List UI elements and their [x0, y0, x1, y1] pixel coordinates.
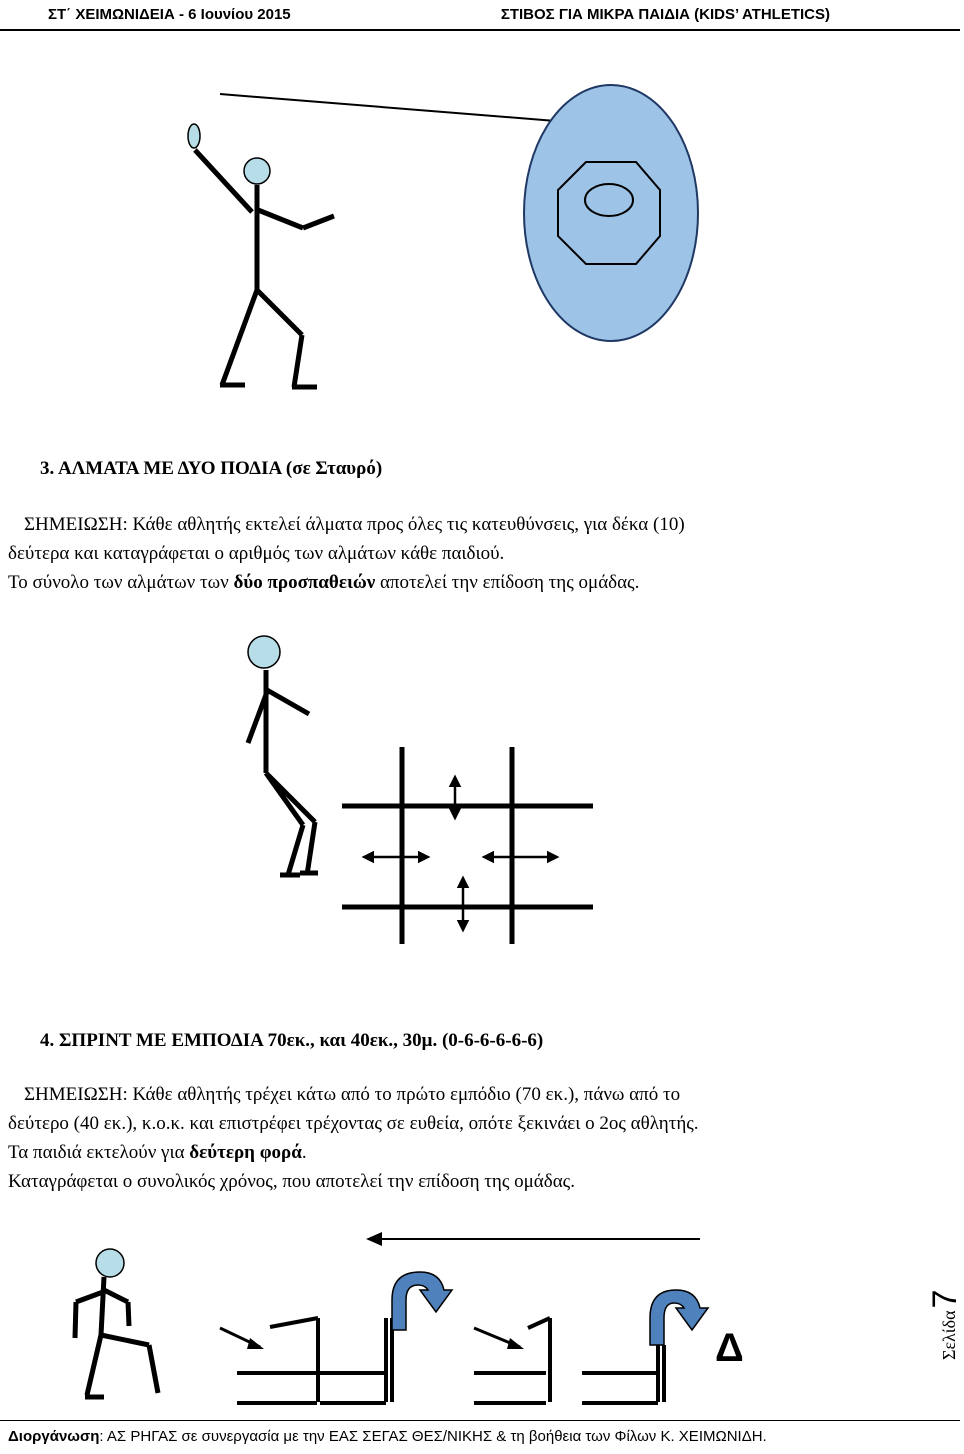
footer-bold: Διοργάνωση	[8, 1428, 100, 1445]
target-center	[585, 184, 633, 216]
page-footer	[8, 1428, 767, 1445]
section-4-title: 4. ΣΠΡΙΝΤ ΜΕ ΕΜΠΟΔΙΑ 70εκ., και 40εκ., 30μ. (0-6-6-6-6-6)	[40, 1030, 544, 1051]
hurdle-1	[220, 1318, 318, 1403]
throw-target-illustration	[170, 60, 730, 400]
hurdle-3	[474, 1318, 550, 1403]
footer-rule	[0, 1420, 960, 1421]
page-label-text: Σελίδα	[939, 1310, 959, 1360]
hurdle-4	[582, 1345, 664, 1403]
section-4-note-line4: Καταγράφεται ο συνολικός χρόνος, που αποτελεί την επίδοση της ομάδας.	[8, 1171, 575, 1192]
section-3-note-line1: ΣΗΜΕΙΩΣΗ: Κάθε αθλητής εκτελεί άλματα προς όλες τις κατευθύνσεις, για δέκα (10)	[24, 514, 685, 535]
note-emphasis: δύο προσπαθειών	[233, 572, 376, 593]
header-rule	[0, 29, 960, 31]
hurdle-2	[320, 1318, 392, 1403]
note-text: Το σύνολο των αλμάτων των	[8, 572, 234, 593]
hurdle-2-over-arrow	[392, 1272, 452, 1330]
note-emphasis: δεύτερη φορά	[189, 1142, 302, 1163]
note-text: .	[301, 1142, 307, 1163]
section-3-title: 3. ΑΛΜΑΤΑ ΜΕ ΔΥΟ ΠΟΔΙΑ (σε Σταυρό)	[40, 458, 383, 479]
section-3-note-line3	[8, 568, 908, 597]
section-4-note	[8, 1080, 908, 1196]
section-4-note-line1: ΣΗΜΕΙΩΣΗ: Κάθε αθλητής τρέχει κάτω από το πρώτο εμπόδιο (70 εκ.), πάνω από το	[24, 1084, 681, 1105]
jump-cross-illustration	[230, 630, 610, 960]
ball-icon	[188, 124, 200, 148]
section-3-note	[8, 510, 908, 597]
page-number-label	[926, 1210, 964, 1360]
runner-head	[96, 1249, 124, 1277]
hurdle-sprint-illustration	[60, 1225, 760, 1410]
jumper-head	[248, 636, 280, 668]
footer-text: : ΑΣ ΡΗΓΑΣ σε συνεργασία με την ΕΑΣ ΣΕΓΑΣ ΘΕΣ/ΝΙΚΗΣ & τη βοήθεια των Φίλων Κ. ΧΕΙΜΩΝΙΔΗ.	[99, 1428, 767, 1445]
page-header	[0, 0, 960, 30]
section-4-note-line2: δεύτερο (40 εκ.), κ.ο.κ. και επιστρέφει τρέχοντας σε ευθεία, οπότε ξεκινάει ο 2ος αθλητής.	[8, 1113, 699, 1134]
page-number: 7	[926, 1289, 964, 1309]
header-right-text: ΣΤΙΒΟΣ ΓΙΑ ΜΙΚΡΑ ΠΑΙΔΙΑ (KIDS’ ATHLETICS)	[500, 6, 830, 23]
note-text: αποτελεί την επίδοση της ομάδας.	[375, 572, 640, 593]
header-left-text: ΣΤ΄ ΧΕΙΜΩΝΙΔΕΙΑ - 6 Ιουνίου 2015	[48, 6, 291, 23]
section-3-note-line2: δεύτερα και καταγράφεται ο αριθμός των αλμάτων κάθε παιδιού.	[8, 543, 505, 564]
page-number-vertical	[926, 1289, 964, 1360]
return-arrow-head	[366, 1232, 382, 1246]
hurdle-4-over-arrow	[650, 1290, 708, 1345]
throw-arrow-line	[220, 94, 568, 122]
note-text: Τα παιδιά εκτελούν για	[8, 1142, 190, 1163]
section-4-note-line3	[8, 1138, 908, 1167]
delta-marker: Δ	[715, 1326, 744, 1370]
thrower-head	[244, 158, 270, 184]
